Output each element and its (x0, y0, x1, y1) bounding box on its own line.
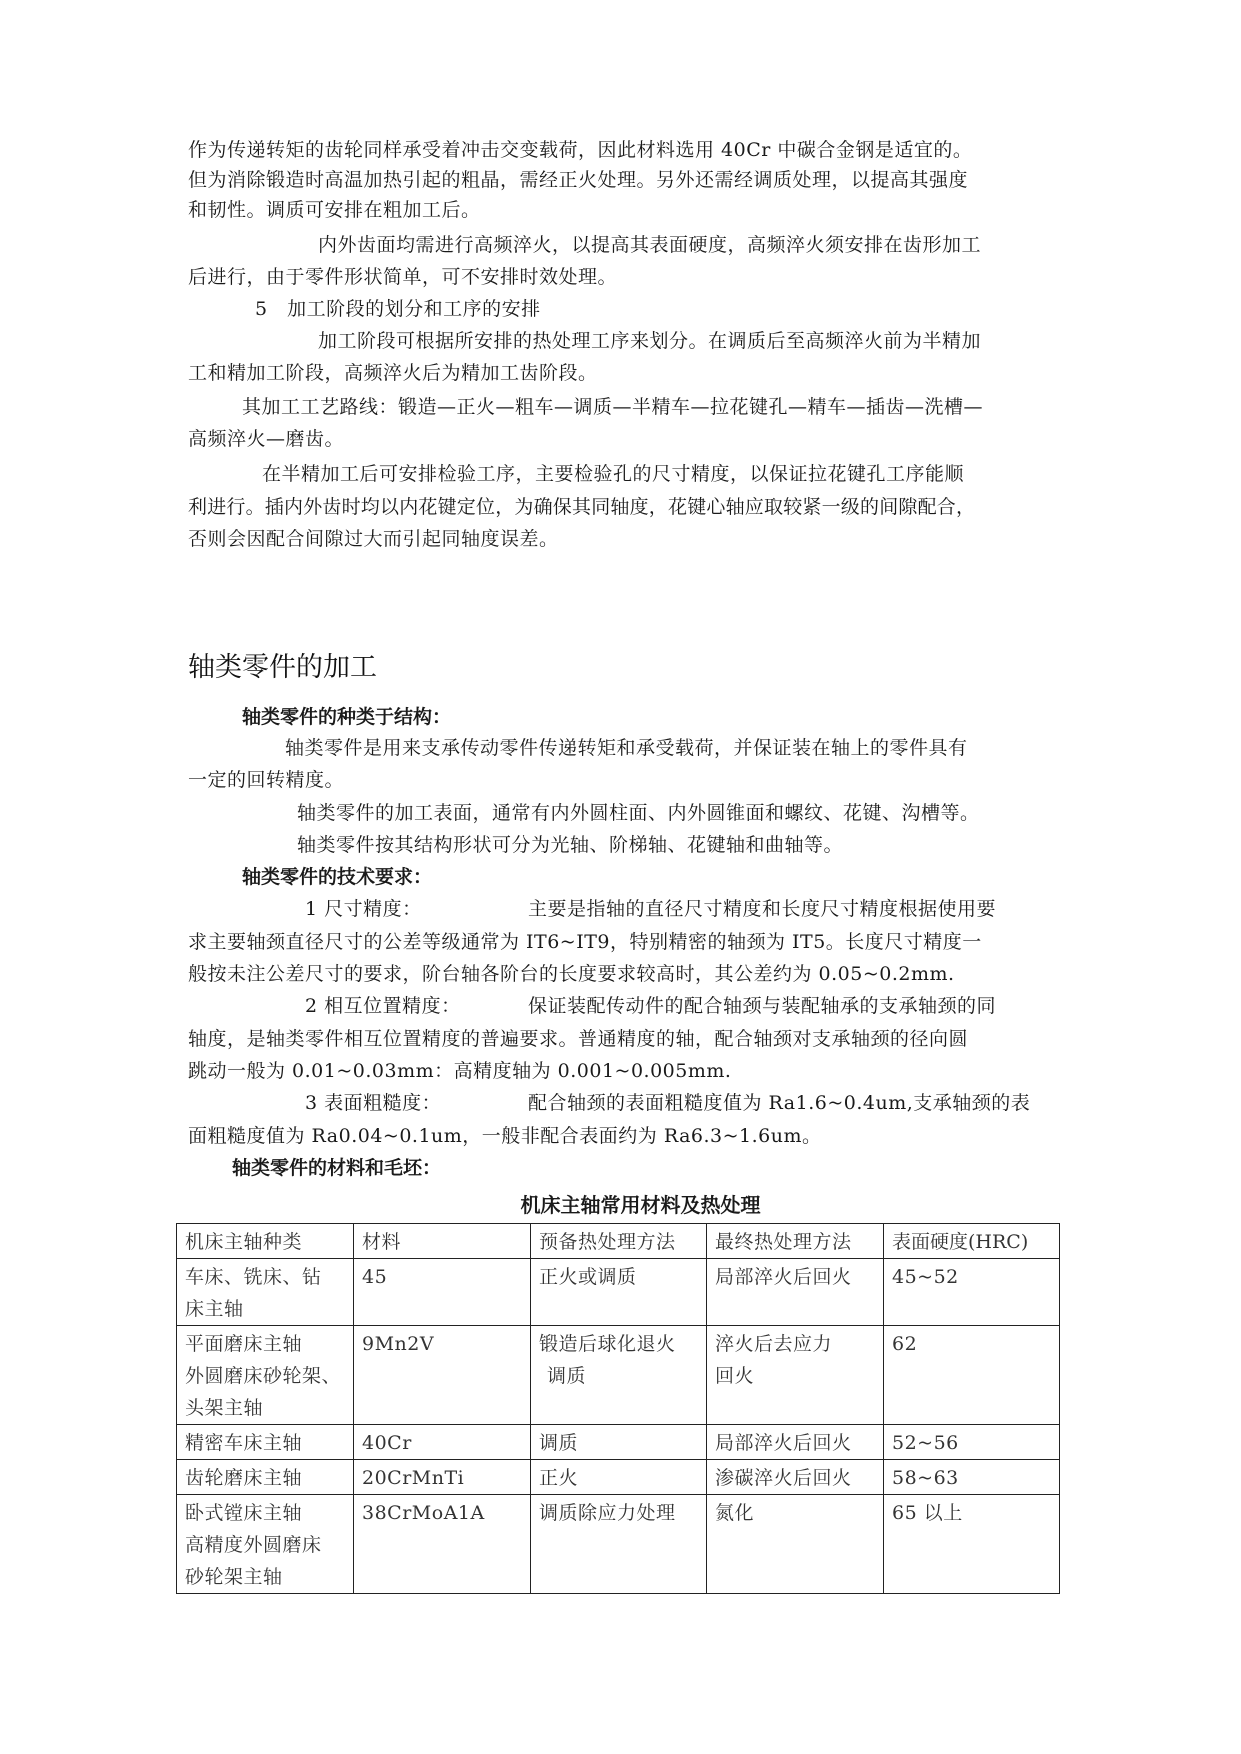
paragraph-line: 作为传递转矩的齿轮同样承受着冲击交变载荷，因此材料选用 40Cr 中碳合金钢是适宜的。 (188, 139, 973, 161)
header-cell: 机床主轴种类 (177, 1224, 354, 1259)
paragraph-line: 轴类零件的加工表面，通常有内外圆柱面、内外圆锥面和螺纹、花键、沟槽等。 (297, 802, 980, 824)
section-title: 轴类零件的加工 (188, 652, 377, 683)
table-row (177, 1259, 1060, 1326)
materials-table (176, 1223, 1060, 1594)
paragraph-line: 利进行。插内外齿时均以内花键定位，为确保其同轴度，花键心轴应取较紧一级的间隙配合， (188, 496, 976, 518)
table-cell (177, 1326, 354, 1425)
table-row (177, 1495, 1060, 1594)
table-cell (707, 1460, 884, 1495)
cell-line: 头架主轴 (185, 1397, 264, 1419)
subheading-tech-requirements: 轴类零件的技术要求： (242, 866, 433, 888)
paragraph-line: 跳动一般为 0.01~0.03mm：高精度轴为 0.001~0.005mm. (188, 1060, 732, 1082)
cell-line: 氮化 (715, 1502, 755, 1524)
paragraph-line: 工和精加工阶段，高频淬火后为精加工齿阶段。 (188, 362, 598, 384)
table-cell (177, 1259, 354, 1326)
subheading-materials: 轴类零件的材料和毛坯： (232, 1157, 442, 1179)
table-header-row (177, 1224, 1060, 1259)
requirement-label: 2 相互位置精度： (305, 995, 461, 1017)
table-cell (707, 1259, 884, 1326)
paragraph-line: 否则会因配合间隙过大而引起同轴度误差。 (188, 528, 559, 550)
paragraph-line: 在半精加工后可安排检验工序，主要检验孔的尺寸精度，以保证拉花键孔工序能顺 (262, 463, 965, 485)
table-cell (177, 1495, 354, 1594)
cell-line: 局部淬火后回火 (715, 1432, 852, 1454)
cell-line: 淬火后去应力 (715, 1333, 833, 1355)
table-cell (531, 1495, 707, 1594)
paragraph-line: 求主要轴颈直径尺寸的公差等级通常为 IT6~IT9，特别精密的轴颈为 IT5。长度尺寸精度一 (188, 931, 982, 953)
paragraph-line: 其加工工艺路线：锻造—正火—粗车—调质—半精车—拉花键孔—精车—插齿—洗槽— (242, 396, 984, 418)
cell-line: 9Mn2V (362, 1333, 435, 1355)
cell-line: 锻造后球化退火 (539, 1333, 676, 1355)
table-cell (354, 1425, 531, 1460)
table-cell (884, 1326, 1060, 1425)
table-cell (707, 1425, 884, 1460)
cell-line: 高精度外圆磨床 (185, 1534, 322, 1556)
paragraph-line: 加工阶段可根据所安排的热处理工序来划分。在调质后至高频淬火前为半精加 (318, 330, 982, 352)
cell-line: 52~56 (892, 1432, 959, 1454)
header-cell: 材料 (354, 1224, 531, 1259)
cell-line: 调质 (539, 1432, 579, 1454)
cell-line: 20CrMnTi (362, 1467, 465, 1489)
cell-line: 齿轮磨床主轴 (185, 1467, 303, 1489)
cell-line: 床主轴 (185, 1298, 244, 1320)
cell-line: 调质除应力处理 (539, 1502, 676, 1524)
table-row (177, 1326, 1060, 1425)
cell-line: 外圆磨床砂轮架、 (185, 1365, 342, 1387)
cell-line: 45~52 (892, 1266, 959, 1288)
cell-line: 卧式镗床主轴 (185, 1502, 303, 1524)
paragraph-line: 配合轴颈的表面粗糙度值为 Ra1.6~0.4um,支承轴颈的表 (528, 1092, 1031, 1114)
header-cell: 预备热处理方法 (531, 1224, 707, 1259)
requirement-label: 3 表面粗糙度： (305, 1092, 442, 1114)
cell-line: 40Cr (362, 1432, 412, 1454)
subheading-types-structure: 轴类零件的种类于结构： (242, 706, 452, 728)
header-cell: 最终热处理方法 (707, 1224, 884, 1259)
table-cell (531, 1259, 707, 1326)
cell-line: 62 (892, 1333, 918, 1355)
paragraph-line: 轴度，是轴类零件相互位置精度的普遍要求。普通精度的轴，配合轴颈对支承轴颈的径向圆 (188, 1028, 969, 1050)
table-row (177, 1460, 1060, 1495)
subsection-heading: 5 加工阶段的划分和工序的安排 (255, 298, 541, 320)
paragraph-line: 但为消除锻造时高温加热引起的粗晶，需经正火处理。另外还需经调质处理，以提高其强度 (188, 169, 969, 191)
table-cell (354, 1495, 531, 1594)
table-cell (177, 1425, 354, 1460)
table-cell (354, 1460, 531, 1495)
paragraph-line: 般按未注公差尺寸的要求，阶台轴各阶台的长度要求较高时，其公差约为 0.05~0.2mm. (188, 963, 955, 985)
table-cell (884, 1259, 1060, 1326)
table-cell (884, 1495, 1060, 1594)
paragraph-line: 高频淬火—磨齿。 (188, 428, 345, 450)
paragraph-line: 保证装配传动件的配合轴颈与装配轴承的支承轴颈的同 (528, 995, 997, 1017)
table-cell (531, 1460, 707, 1495)
paragraph-line: 面粗糙度值为 Ra0.04~0.1um，一般非配合表面约为 Ra6.3~1.6um。 (188, 1125, 822, 1147)
table-cell (707, 1326, 884, 1425)
paragraph-line: 轴类零件按其结构形状可分为光轴、阶梯轴、花键轴和曲轴等。 (297, 834, 844, 856)
table-cell (177, 1460, 354, 1495)
paragraph-line: 后进行，由于零件形状简单，可不安排时效处理。 (188, 266, 618, 288)
paragraph-line: 和韧性。调质可安排在粗加工后。 (188, 199, 481, 221)
cell-line: 渗碳淬火后回火 (715, 1467, 852, 1489)
paragraph-line: 主要是指轴的直径尺寸精度和长度尺寸精度根据使用要 (528, 898, 997, 920)
table-caption: 机床主轴常用材料及热处理 (520, 1193, 761, 1217)
cell-line: 38CrMoA1A (362, 1502, 485, 1524)
table-cell (531, 1326, 707, 1425)
cell-line: 局部淬火后回火 (715, 1266, 852, 1288)
cell-line: 正火或调质 (539, 1266, 637, 1288)
cell-line: 平面磨床主轴 (185, 1333, 303, 1355)
cell-line: 45 (362, 1266, 388, 1288)
table-cell (884, 1425, 1060, 1460)
table-row (177, 1425, 1060, 1460)
table-cell (531, 1425, 707, 1460)
table-cell (354, 1259, 531, 1326)
cell-line: 65 以上 (892, 1502, 963, 1524)
header-cell: 表面硬度(HRC) (884, 1224, 1060, 1259)
table-cell (884, 1460, 1060, 1495)
paragraph-line: 一定的回转精度。 (188, 769, 345, 791)
cell-line: 正火 (539, 1467, 579, 1489)
table-cell (707, 1495, 884, 1594)
requirement-label: 1 尺寸精度： (305, 898, 422, 920)
paragraph-line: 轴类零件是用来支承传动零件传递转矩和承受载荷，并保证装在轴上的零件具有 (285, 737, 968, 759)
cell-line: 58~63 (892, 1467, 959, 1489)
cell-line: 车床、铣床、钻 (185, 1266, 322, 1288)
cell-line: 精密车床主轴 (185, 1432, 303, 1454)
cell-line: 调质 (547, 1365, 587, 1387)
cell-line: 砂轮架主轴 (185, 1566, 283, 1588)
cell-line: 回火 (715, 1365, 755, 1387)
paragraph-line: 内外齿面均需进行高频淬火，以提高其表面硬度，高频淬火须安排在齿形加工 (318, 234, 982, 256)
table-cell (354, 1326, 531, 1425)
